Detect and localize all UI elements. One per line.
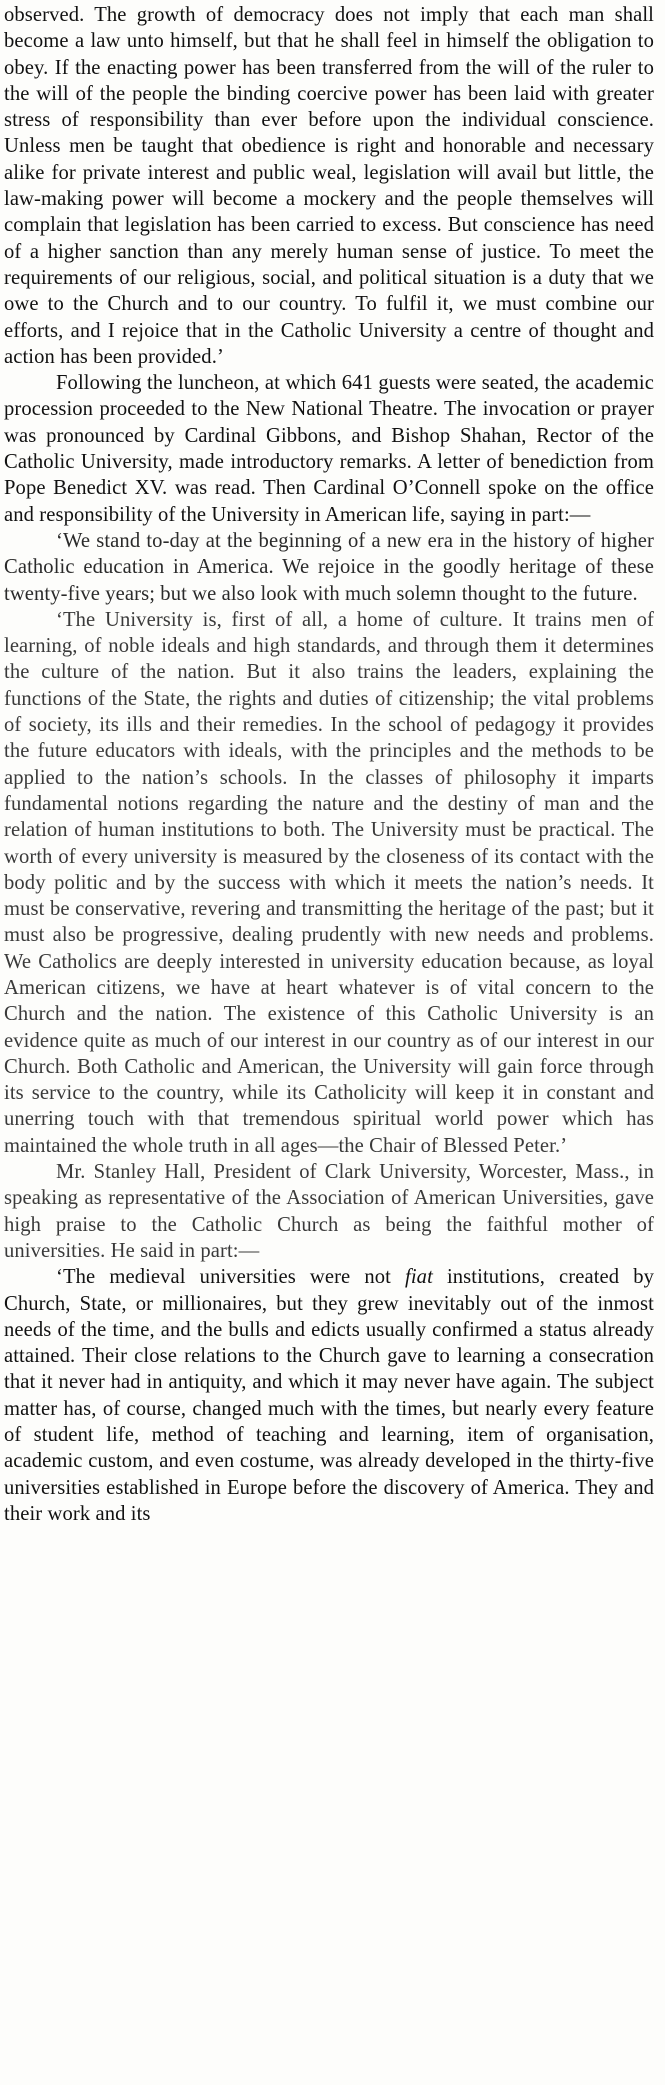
paragraph-academic-procession: Following the luncheon, at which 641 guests were seated, the academic procession proceeded to the New National Theatre. The invocation or prayer was pronounced by Cardinal Gibbons, and Bishop Shahan, Rector of the Catholic University, made introductory remarks. A letter of benediction from Pope Benedict XV. was read. Then Cardinal O’Connell spoke on the office and responsibility of the University in American life, saying in part:—: [4, 372, 654, 526]
medieval-quote-rest: institutions, created by Church, State, or millionaires, but they grew inevitably out of the inmost needs of the time, and the bulls and edicts usually confirmed a status already attained. Their close relations to the Church gave to learning a consecration that it never had in antiquity, and which it may never have again. The subject matter has, of course, changed much with the times, but nearly every feature of student life, method of teaching and learning, item of organisation, academic custom, and even costume, was already developed in the thirty-five universities established in Europe before the discovery of America. They and their work and its: [4, 1266, 655, 1525]
paragraph-new-era-quote: ‘We stand to-day at the beginning of a new era in the history of higher Catholic education in America. We rejoice in the goodly heritage of these twenty-five years; but we also look with much solemn thought to the future.: [4, 529, 654, 605]
paragraph-home-of-culture-quote: ‘The University is, first of all, a home of culture. It trains men of learning, of noble ideals and high standards, and through them it determines the culture of the nation. But it also trains the leaders, explaining the functions of the State, the rights and duties of citizenship; the vital problems of society, its ills and their remedies. In the school of pedagogy it provides the future educators with ideals, with the principles and the methods to be applied to the nation’s schools. In the classes of philosophy it imparts fundamental notions regarding the nature and the destiny of man and the relation of human institutions to both. The University must be practical. The worth of every university is measured by the closeness of its contact with the body politic and by the success with which it meets the nation’s needs. It must be conservative, revering and transmitting the heritage of the past; but it must also be progressive, dealing prudently with new needs and problems. We Catholics are deeply interested in university education because, as loyal American citizens, we have at heart whatever is of vital concern to the Church and the nation. The existence of this Catholic University is an evidence quite as much of our interest in our country as of our interest in our Church. Both Catholic and American, the University will gain force through its service to the country, while its Catholicity will keep it in constant and unerring touch with that tremendous spiritual world power which has maintained the whole truth in all ages—the Chair of Blessed Peter.’: [4, 608, 654, 1157]
medieval-quote-start: ‘The medieval universities were not: [56, 1266, 406, 1289]
paragraph-stanley-hall: Mr. Stanley Hall, President of Clark University, Worcester, Mass., in speaking as representative of the Association of American Universities, gave high praise to the Catholic Church as being the faithful mother of universities. He said in part:—: [4, 1161, 654, 1262]
medieval-quote-italic-word: fiat: [405, 1266, 433, 1289]
paragraph-speech-ending: observed. The growth of democracy does not imply that each man shall become a law unto himself, but that he shall feel in himself the obligation to obey. If the enacting power has been transferred from the will of the ruler to the will of the people the binding coercive power has been laid with greater stress of responsibility than ever before upon the individual conscience. Unless men be taught that obedience is right and honorable and necessary alike for private interest and public weal, legislation will avail but little, the law-making power will become a mockery and the people themselves will complain that legislation has been carried to excess. But conscience has need of a higher sanction than any merely human sense of justice. To meet the requirements of our religious, social, and political situation is a duty that we owe to the Church and to our country. To fulfil it, we must combine our efforts, and I rejoice that in the Catholic University a centre of thought and action has been provided.’: [4, 4, 654, 368]
paragraph-medieval-universities-quote: [4, 1264, 654, 1527]
article-column: [4, 2, 654, 1527]
